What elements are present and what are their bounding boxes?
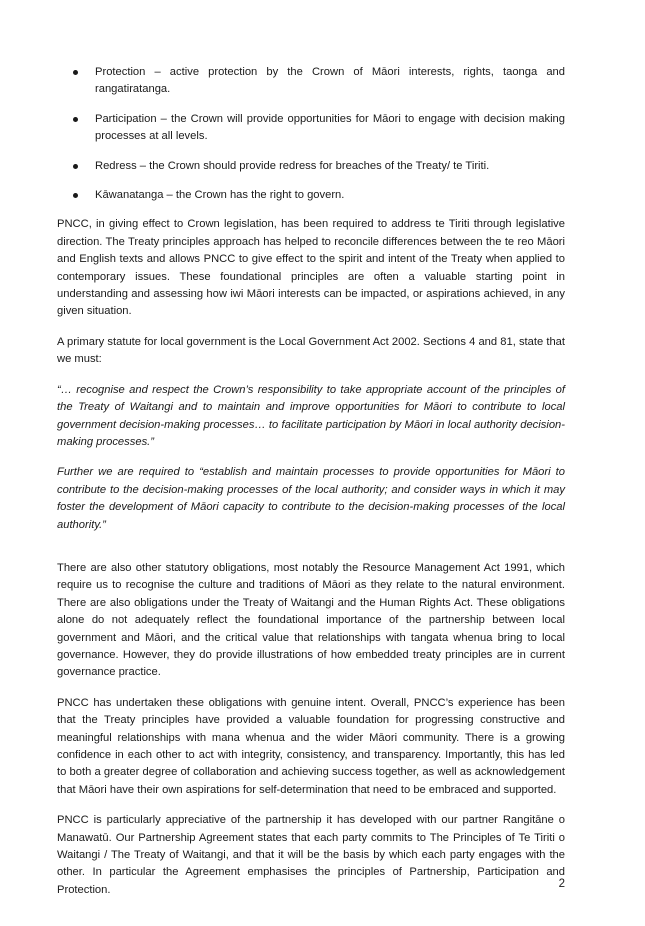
list-item bbox=[57, 64, 565, 99]
bullet-icon bbox=[73, 117, 78, 122]
paragraph-statutory-obligations: There are also other statutory obligations, most notably the Resource Management Act 1991, which require us to recognise the culture and traditions of Māori as they relate to the natural environment. There are also obligations under the Treaty of Waitangi and the Human Rights Act. These obligations alone do not adequately reflect the foundational importance of the partnership between local government and Māori, and the critical value that relationships with tangata whenua bring to local governance. However, they do provide illustrations of how embedded treaty principles are in current governance practice. bbox=[57, 561, 565, 679]
principles-list bbox=[57, 64, 565, 204]
paragraph-local-government-act: A primary statute for local government is the Local Government Act 2002. Sections 4 and 81, state that we must: bbox=[57, 335, 565, 366]
page-number: 2 bbox=[558, 878, 565, 890]
paragraph-treaty-principles: PNCC, in giving effect to Crown legislation, has been required to address te Tiriti through legislative direction. The Treaty principles approach has helped to reconcile differences between the te reo Māori and English texts and allows PNCC to give effect to the spirit and intent of the Treaty when applied to contemporary issues. These foundational principles are often a valuable starting point in understanding and assessing how iwi Māori interests can be impacted, or aspirations achieved, in any given situation. bbox=[57, 218, 565, 318]
bullet-icon bbox=[73, 193, 78, 198]
page-content bbox=[57, 64, 565, 912]
bullet-text: Participation – the Crown will provide opportunities for Māori to engage with decision making processes at all levels. bbox=[95, 112, 565, 143]
bullet-text: Protection – active protection by the Crown of Māori interests, rights, taonga and rangatiratanga. bbox=[95, 66, 565, 96]
paragraph-partnership-agreement: PNCC is particularly appreciative of the partnership it has developed with our partner Rangitāne o Manawatū. Our Partnership Agreement states that each party commits to The Principles of Te Tiriti o Waitangi / The Treaty of Waitangi, and that it will be the basis by which each party engages with the other. In particular the Agreement emphasises the principles of Partnership, Participation and Protection. bbox=[57, 814, 565, 896]
bullet-text: Kāwanatanga – the Crown has the right to govern. bbox=[95, 189, 345, 202]
quote-lga: “… recognise and respect the Crown’s responsibility to take appropriate account of the principles of the Treaty of Waitangi and to maintain and improve opportunities for Māori to contribute to local government decision-making processes… to facilitate participation by Māori in local authority decision-making processes.” bbox=[57, 383, 565, 448]
list-item bbox=[57, 111, 565, 146]
list-item bbox=[57, 187, 565, 204]
quote-further-requirements: Further we are required to “establish and maintain processes to provide opportunities for Māori to contribute to the decision-making processes of the local authority; and consider ways in which it may foster the development of Māori capacity to contribute to the decision-making processes of the local authority.” bbox=[57, 466, 565, 531]
list-item bbox=[57, 158, 565, 175]
bullet-text: Redress – the Crown should provide redress for breaches of the Treaty/ te Tiriti. bbox=[95, 159, 490, 172]
bullet-icon bbox=[73, 70, 78, 75]
bullet-icon bbox=[73, 164, 78, 169]
paragraph-pncc-intent: PNCC has undertaken these obligations with genuine intent. Overall, PNCC’s experience has been that the Treaty principles have provided a valuable foundation for progressing constructive and meaningful relationships with mana whenua and the wider Māori community. There is a growing confidence in each other to act with integrity, consistency, and transparency. Importantly, this has led to both a greater degree of collaboration and achieving success together, as well as acknowledgement that Māori have their own aspirations for self-determination that need to be embraced and supported. bbox=[57, 696, 565, 796]
